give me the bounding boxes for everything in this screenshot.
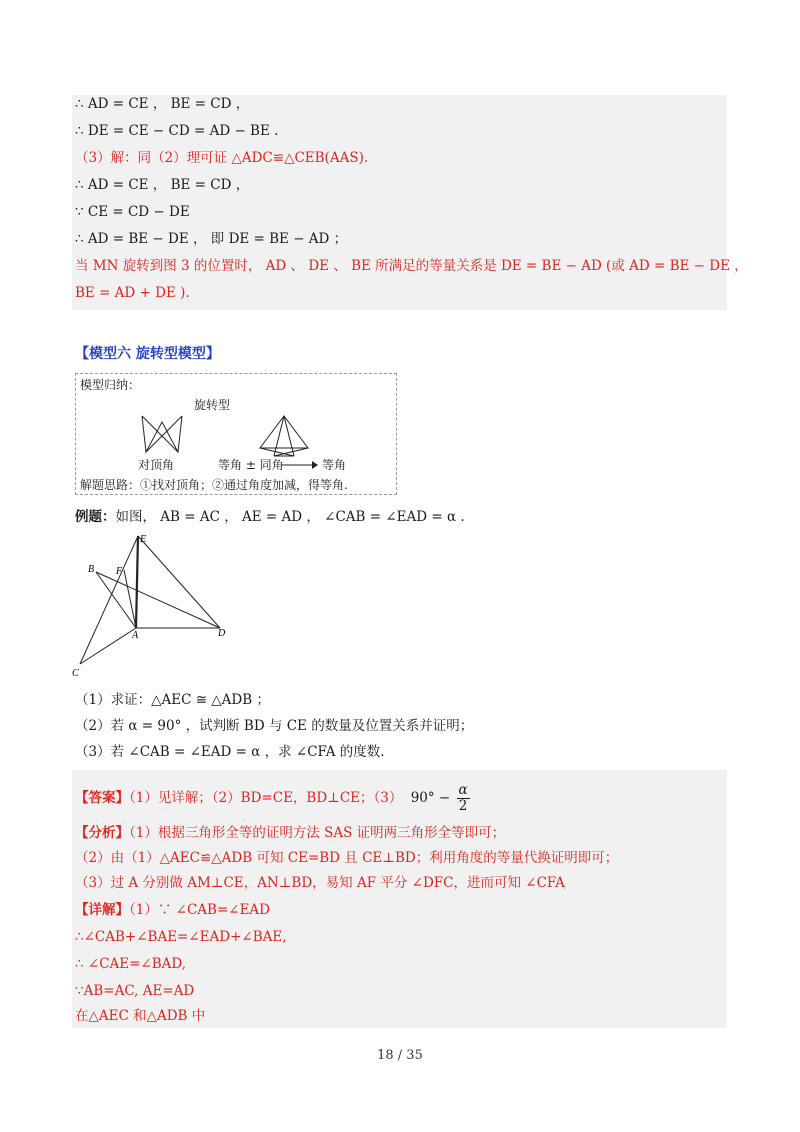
point-label-b: B xyxy=(88,564,95,575)
right-caption-b: 等角 xyxy=(322,458,347,472)
point-label-f: F xyxy=(116,566,123,577)
detail-label: 【详解】 xyxy=(75,902,129,918)
detail-line-4: 在△AEC 和△ADB 中 xyxy=(75,1008,206,1024)
example-line xyxy=(75,507,465,527)
text-line: ∵ CE = CD − DE xyxy=(75,204,190,220)
example-text: 如图， AB = AC ， AE = AD ， ∠CAB = ∠EAD = α . xyxy=(115,509,465,525)
text-line: ∴ DE = CE − CD = AD − BE . xyxy=(75,123,279,139)
model-summary-box xyxy=(75,373,397,495)
rotation-diagram xyxy=(254,412,314,460)
analysis-label: 【分析】 xyxy=(75,825,129,841)
text-line: ∴ AD = CE ， BE = CD ， xyxy=(75,96,250,112)
example-label: 例题： xyxy=(75,509,116,525)
analysis-line-2: （2）由（1）△AEC≌△ADB 可知 CE=BD 且 CE⊥BD；利用角度的等量代换证明即可； xyxy=(75,850,619,866)
text-line: （3）解：同（2）理可证 △ADC≌△CEB(AAS). xyxy=(75,150,369,166)
method-text: 解题思路：①找对顶角；②通过角度加减，得等角. xyxy=(80,478,348,492)
detail-line-3: ∵AB=AC, AE=AD xyxy=(75,983,195,999)
point-label-c: C xyxy=(72,668,79,679)
vertical-angle-diagram xyxy=(136,412,186,458)
arrow-icon xyxy=(282,460,318,470)
detail-line xyxy=(75,900,270,920)
question-2: （2）若 α = 90° ，试判断 BD 与 CE 的数量及位置关系并证明； xyxy=(75,718,474,734)
fraction-numerator: α xyxy=(458,782,468,798)
text-line: ∴ AD = CE ， BE = CD ， xyxy=(75,177,250,193)
answer-fraction xyxy=(457,783,470,814)
answer-frac-prefix: 90° − xyxy=(410,790,451,806)
question-1: （1）求证：△AEC ≅ △ADB ； xyxy=(75,692,270,708)
detail-first: （1）∵ ∠CAB=∠EAD xyxy=(129,902,270,918)
detail-line-2: ∴ ∠CAE=∠BAD, xyxy=(75,956,187,972)
text-line: BE = AD + DE ). xyxy=(75,285,190,301)
fraction-denominator: 2 xyxy=(458,798,468,814)
point-label-e: E xyxy=(140,534,147,545)
model-box-title: 模型归纳： xyxy=(80,378,141,392)
question-3: （3）若 ∠CAB = ∠EAD = α ，求 ∠CFA 的度数. xyxy=(75,744,385,760)
geometry-figure xyxy=(68,530,238,682)
analysis-line xyxy=(75,823,505,843)
rotation-label: 旋转型 xyxy=(194,398,231,412)
answer-label: 【答案】 xyxy=(75,790,129,806)
left-caption: 对顶角 xyxy=(138,458,175,472)
right-caption-a: 等角 ± 同角 xyxy=(218,458,284,472)
answer-line xyxy=(75,783,470,814)
analysis-line-3: （3）过 A 分别做 AM⊥CE，AN⊥BD，易知 AF 平分 ∠DFC，进而可知 ∠CFA xyxy=(75,875,565,891)
page-number: 18 / 35 xyxy=(377,1048,423,1063)
text-line: 当 MN 旋转到图 3 的位置时， AD 、 DE 、 BE 所满足的等量关系是 DE = BE − AD (或 AD = BE − DE ， xyxy=(75,258,748,274)
text-line: ∴ AD = BE − DE ， 即 DE = BE − AD ； xyxy=(75,231,348,247)
point-label-d: D xyxy=(218,628,226,639)
answer-text: （1）见详解；（2）BD=CE，BD⊥CE；（3） xyxy=(129,790,403,806)
detail-line-1: ∴∠CAB+∠BAE=∠EAD+∠BAE, xyxy=(75,929,287,945)
section-heading: 【模型六 旋转型模型】 xyxy=(75,346,220,362)
analysis-line-1: （1）根据三角形全等的证明方法 SAS 证明两三角形全等即可； xyxy=(129,825,506,841)
point-label-a: A xyxy=(132,630,139,641)
